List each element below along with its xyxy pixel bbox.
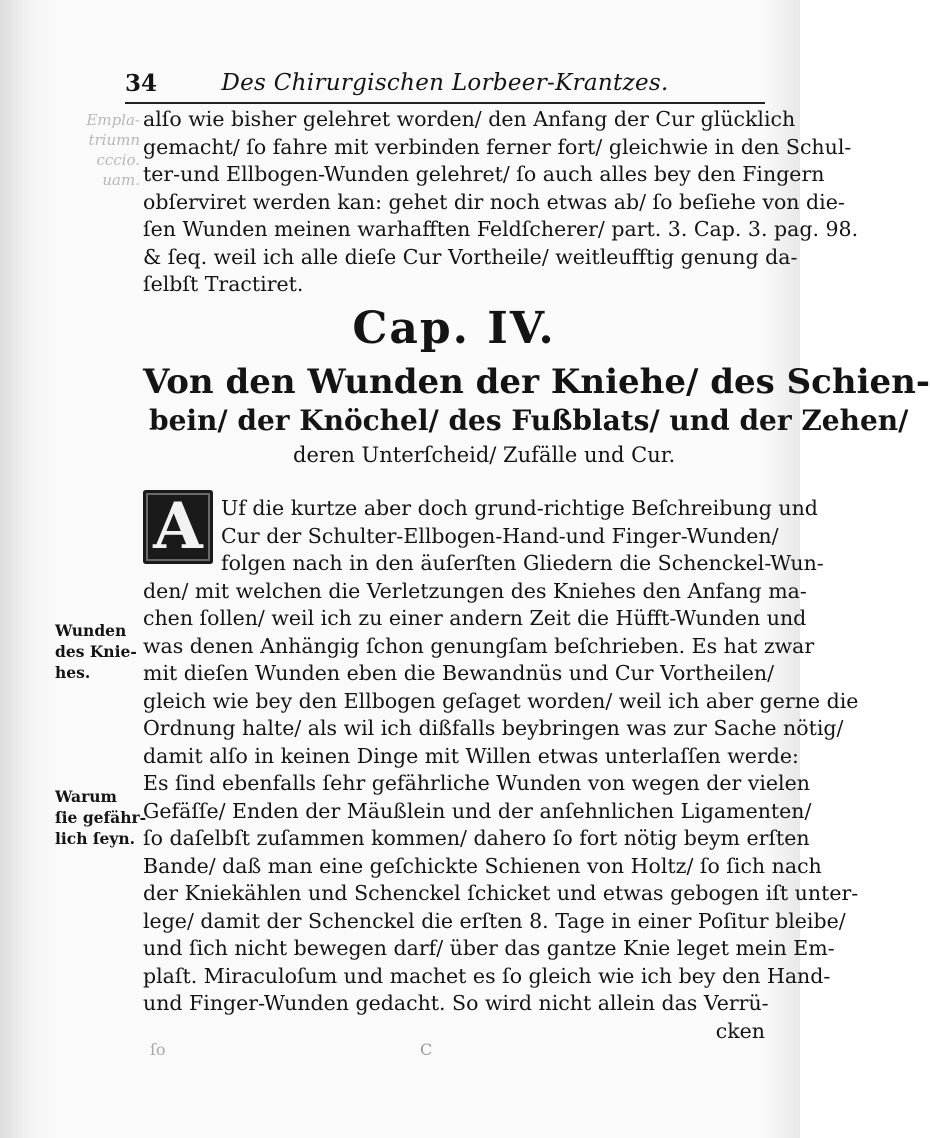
margin-note-line: ſie gefähr- (55, 808, 147, 827)
text-line: damit alſo in keinen Dinge mit Willen etwas unterlaſſen werde: (143, 743, 799, 768)
margin-note-line: lich ſeyn. (55, 829, 136, 848)
text-line: ſelbſt Tractiret. (143, 272, 304, 296)
margin-note-line: Warum (55, 787, 117, 806)
margin-note-line: Wunden (55, 621, 127, 640)
page-header (125, 66, 765, 104)
bleed-line: triumn (88, 131, 140, 149)
footer-left-mark: ſo (150, 1040, 166, 1059)
bleed-line: cccio. (96, 151, 140, 169)
text-line: gleich wie bey den Ellbogen geſaget worden/ weil ich aber gerne die (143, 688, 859, 713)
catchword: cken (715, 1018, 765, 1043)
text-line: chen ſollen/ weil ich zu einer andern Zeit die Hüfft-Wunden und (143, 606, 807, 630)
running-title: Des Chirurgischen Lorbeer-Krantzes. (221, 70, 669, 96)
chapter-title-line-3: deren Unterſcheid/ Zufälle und Cur. (293, 443, 676, 467)
bleed-through-text (40, 110, 140, 190)
text-line: Gefäſſe/ Enden der Mäußlein und der anſehnlichen Ligamenten/ (143, 798, 812, 823)
text-line: folgen nach in den äuſerſten Gliedern die Schenckel-Wun- (221, 551, 824, 575)
margin-note-knee-wounds (55, 620, 135, 683)
text-line: Ordnung halte/ als wil ich dißfalls beybringen was zur Sache nötig/ (143, 716, 844, 740)
text-line: und Finger-Wunden gedacht. So wird nicht allein das Verrü- (143, 991, 769, 1015)
drop-cap-initial: A (143, 490, 213, 564)
margin-note-line: hes. (55, 663, 91, 682)
text-line: Uf die kurtze aber doch grund-richtige Beſchreibung und (221, 496, 818, 520)
chapter-heading: Cap. IV. (352, 303, 556, 354)
text-line: ſo daſelbſt zuſammen kommen/ dahero ſo fort nötig beym erſten (143, 826, 810, 850)
margin-note-line: des Knie- (55, 642, 137, 661)
chapter-title-line-1: Von den Wunden der Kniehe/ des Schien- (143, 362, 930, 402)
text-line: mit dieſen Wunden eben die Bewandnüs und Cur Vortheilen/ (143, 661, 775, 685)
text-line: & ſeq. weil ich alle dieſe Cur Vortheile/ weitleufftig genung da- (143, 244, 798, 269)
text-line: plaſt. Miraculoſum und machet es ſo gleich wie ich bey den Hand- (143, 963, 831, 988)
text-line: ter-und Ellbogen-Wunden gelehret/ ſo auch alles bey den Fingern (143, 162, 825, 186)
text-line: Cur der Schulter-Ellbogen-Hand-und Finger-Wunden/ (221, 523, 779, 548)
bleed-line: Empla- (86, 111, 140, 129)
bleed-line: uam. (102, 171, 140, 189)
text-line: den/ mit welchen die Verletzungen des Kniehes den Anfang ma- (143, 578, 807, 603)
text-line: lege/ damit der Schenckel die erſten 8. Tage in einer Poſitur bleibe/ (143, 908, 846, 933)
margin-note-why-dangerous (55, 786, 147, 849)
text-line: alſo wie bisher gelehret worden/ den Anfang der Cur glücklich (143, 107, 796, 131)
top-paragraph (143, 106, 859, 299)
main-paragraph (143, 495, 859, 1045)
chapter-title (143, 362, 930, 470)
text-line: was denen Anhängig ſchon genungſam beſchrieben. Es hat zwar (143, 633, 815, 658)
text-line: und ſich nicht bewegen darf/ über das gantze Knie leget mein Em- (143, 936, 835, 960)
footer-signature-mark: C (420, 1040, 433, 1059)
text-line: der Kniekählen und Schenckel ſchicket und etwas gebogen iſt unter- (143, 881, 859, 905)
text-line: Bande/ daß man eine geſchickte Schienen von Holtz/ ſo ſich nach (143, 853, 822, 878)
text-line: ſen Wunden meinen warhafften Feldſcherer/ part. 3. Cap. 3. pag. 98. (143, 217, 859, 241)
text-line: obſerviret werden kan: gehet dir noch etwas ab/ ſo beſiehe von die- (143, 189, 845, 214)
chapter-title-line-2: bein/ der Knöchel/ des Fußblats/ und der Zehen/ (149, 404, 909, 437)
text-line: gemacht/ ſo fahre mit verbinden ferner fort/ gleichwie in den Schul- (143, 134, 852, 159)
page-number: 34 (125, 70, 158, 97)
text-line: Es ſind ebenfalls ſehr gefährliche Wunden von wegen der vielen (143, 771, 810, 795)
